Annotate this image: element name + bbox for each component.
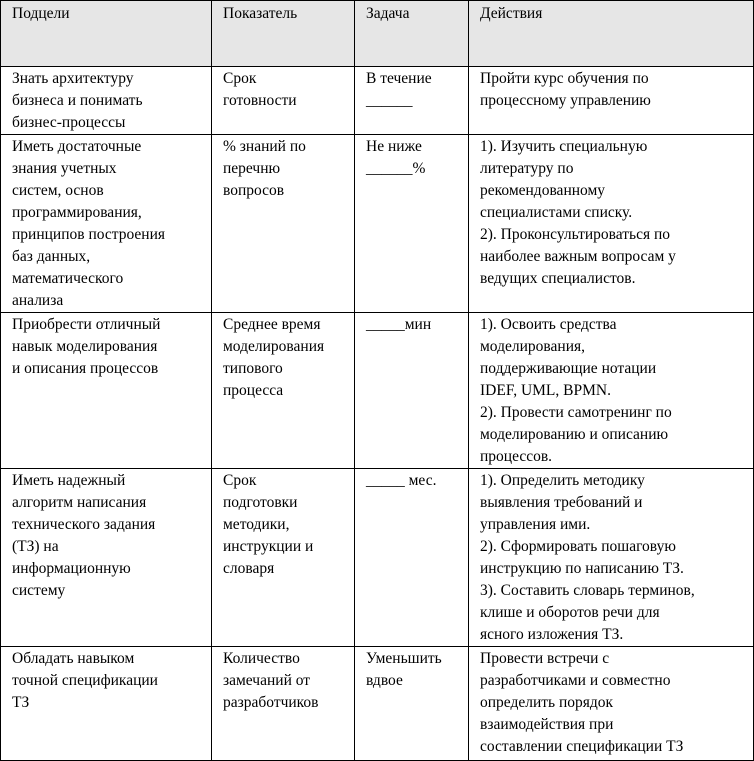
actions-cell [469, 313, 754, 469]
indicator-cell [212, 135, 355, 313]
task-cell [355, 67, 469, 135]
cell-line: Иметь достаточные [12, 138, 142, 155]
cell-line: ______% [366, 160, 426, 177]
cell-line: ______ [366, 92, 413, 109]
indicator-cell [212, 469, 355, 647]
actions-cell [469, 647, 754, 761]
cell-line: разработчиков [223, 694, 319, 711]
cell-line: процесса [223, 382, 284, 399]
cell-line: разработчиками и совместно [480, 672, 671, 689]
indicator-cell [212, 313, 355, 469]
indicator-cell [212, 67, 355, 135]
cell-line: 2). Сформировать пошаговую [480, 538, 676, 555]
cell-line: моделирования, [480, 338, 585, 355]
table-row [1, 469, 754, 647]
cell-line: процессов. [480, 448, 553, 465]
cell-line: типового [223, 360, 283, 377]
cell-line: составлении спецификации ТЗ [480, 738, 684, 755]
cell-line: Приобрести отличный [12, 316, 161, 333]
cell-line: поддерживающие нотации [480, 360, 657, 377]
cell-line: моделирования [223, 338, 325, 355]
cell-line: _____ мес. [366, 472, 437, 489]
cell-line: управления ими. [480, 516, 591, 533]
cell-line: перечню [223, 160, 281, 177]
cell-line: 2). Проконсультироваться по [480, 226, 671, 243]
cell-line: баз данных, [12, 248, 91, 265]
subgoal-cell [1, 67, 212, 135]
cell-line: IDEF, UML, BPMN. [480, 382, 611, 399]
cell-line: Иметь надежный [12, 472, 126, 489]
cell-line: моделированию и описанию [480, 426, 669, 443]
cell-line: процессному управлению [480, 92, 651, 109]
header-subgoals: Подцели [1, 1, 212, 67]
cell-line: 1). Изучить специальную [480, 138, 648, 155]
cell-line: выявления требований и [480, 494, 643, 511]
cell-line: взаимодействия при [480, 716, 614, 733]
cell-line: рекомендованному [480, 182, 606, 199]
task-cell [355, 647, 469, 761]
cell-line: математического [12, 270, 124, 287]
cell-line: определить порядок [480, 694, 614, 711]
table-row [1, 135, 754, 313]
table-row [1, 313, 754, 469]
indicator-cell [212, 647, 355, 761]
actions-cell [469, 135, 754, 313]
cell-line: вопросов [223, 182, 285, 199]
cell-line: Уменьшить [366, 650, 442, 667]
cell-line: _____мин [366, 316, 432, 333]
task-cell [355, 135, 469, 313]
cell-line: инструкции и [223, 538, 314, 555]
cell-line: Срок [223, 472, 257, 489]
cell-line: готовности [223, 92, 297, 109]
cell-line: точной спецификации [12, 672, 158, 689]
subgoal-cell [1, 647, 212, 761]
cell-line: знания учетных [12, 160, 117, 177]
cell-line: Провести встречи с [480, 650, 610, 667]
cell-line: бизнес-процессы [12, 114, 126, 131]
cell-line: бизнеса и понимать [12, 92, 143, 109]
cell-line: Пройти курс обучения по [480, 70, 649, 87]
cell-line: Обладать навыком [12, 650, 135, 667]
cell-line: (ТЗ) на [12, 538, 59, 555]
cell-line: клише и оборотов речи для [480, 604, 660, 621]
cell-line: 2). Провести самотренинг по [480, 404, 672, 421]
cell-line: принципов построения [12, 226, 166, 243]
cell-line: ведущих специалистов. [480, 270, 636, 287]
cell-line: наиболее важным вопросам у [480, 248, 676, 265]
cell-line: литературу по [480, 160, 574, 177]
cell-line: вдвое [366, 672, 403, 689]
cell-line: инструкцию по написанию ТЗ. [480, 560, 684, 577]
header-actions: Действия [469, 1, 754, 67]
cell-line: % знаний по [223, 138, 306, 155]
actions-cell [469, 67, 754, 135]
header-row [1, 1, 754, 67]
cell-line: технического задания [12, 516, 156, 533]
cell-line: алгоритм написания [12, 494, 147, 511]
cell-line: словаря [223, 560, 275, 577]
cell-line: ТЗ [12, 694, 30, 711]
cell-line: систем, основ [12, 182, 104, 199]
subgoal-cell [1, 313, 212, 469]
cell-line: подготовки [223, 494, 298, 511]
cell-line: 1). Определить методику [480, 472, 645, 489]
cell-line: методики, [223, 516, 290, 533]
table-row [1, 647, 754, 761]
task-cell [355, 313, 469, 469]
cell-line: и описания процессов [12, 360, 159, 377]
header-task: Задача [355, 1, 469, 67]
task-cell [355, 469, 469, 647]
subgoal-cell [1, 469, 212, 647]
header-indicator: Показатель [212, 1, 355, 67]
actions-cell [469, 469, 754, 647]
cell-line: В течение [366, 70, 432, 87]
cell-line: Не ниже [366, 138, 422, 155]
cell-line: Количество [223, 650, 300, 667]
cell-line: ясного изложения ТЗ. [480, 626, 624, 643]
subgoal-cell [1, 135, 212, 313]
cell-line: Среднее время [223, 316, 321, 333]
cell-line: систему [12, 582, 66, 599]
table-row [1, 67, 754, 135]
cell-line: 3). Составить словарь терминов, [480, 582, 695, 599]
cell-line: программирования, [12, 204, 142, 221]
cell-line: замечаний от [223, 672, 311, 689]
cell-line: 1). Освоить средства [480, 316, 617, 333]
cell-line: навык моделирования [12, 338, 158, 355]
cell-line: анализа [12, 292, 64, 309]
cell-line: специалистами списку. [480, 204, 633, 221]
cell-line: Срок [223, 70, 257, 87]
cell-line: Знать архитектуру [12, 70, 134, 87]
cell-line: информационную [12, 560, 131, 577]
